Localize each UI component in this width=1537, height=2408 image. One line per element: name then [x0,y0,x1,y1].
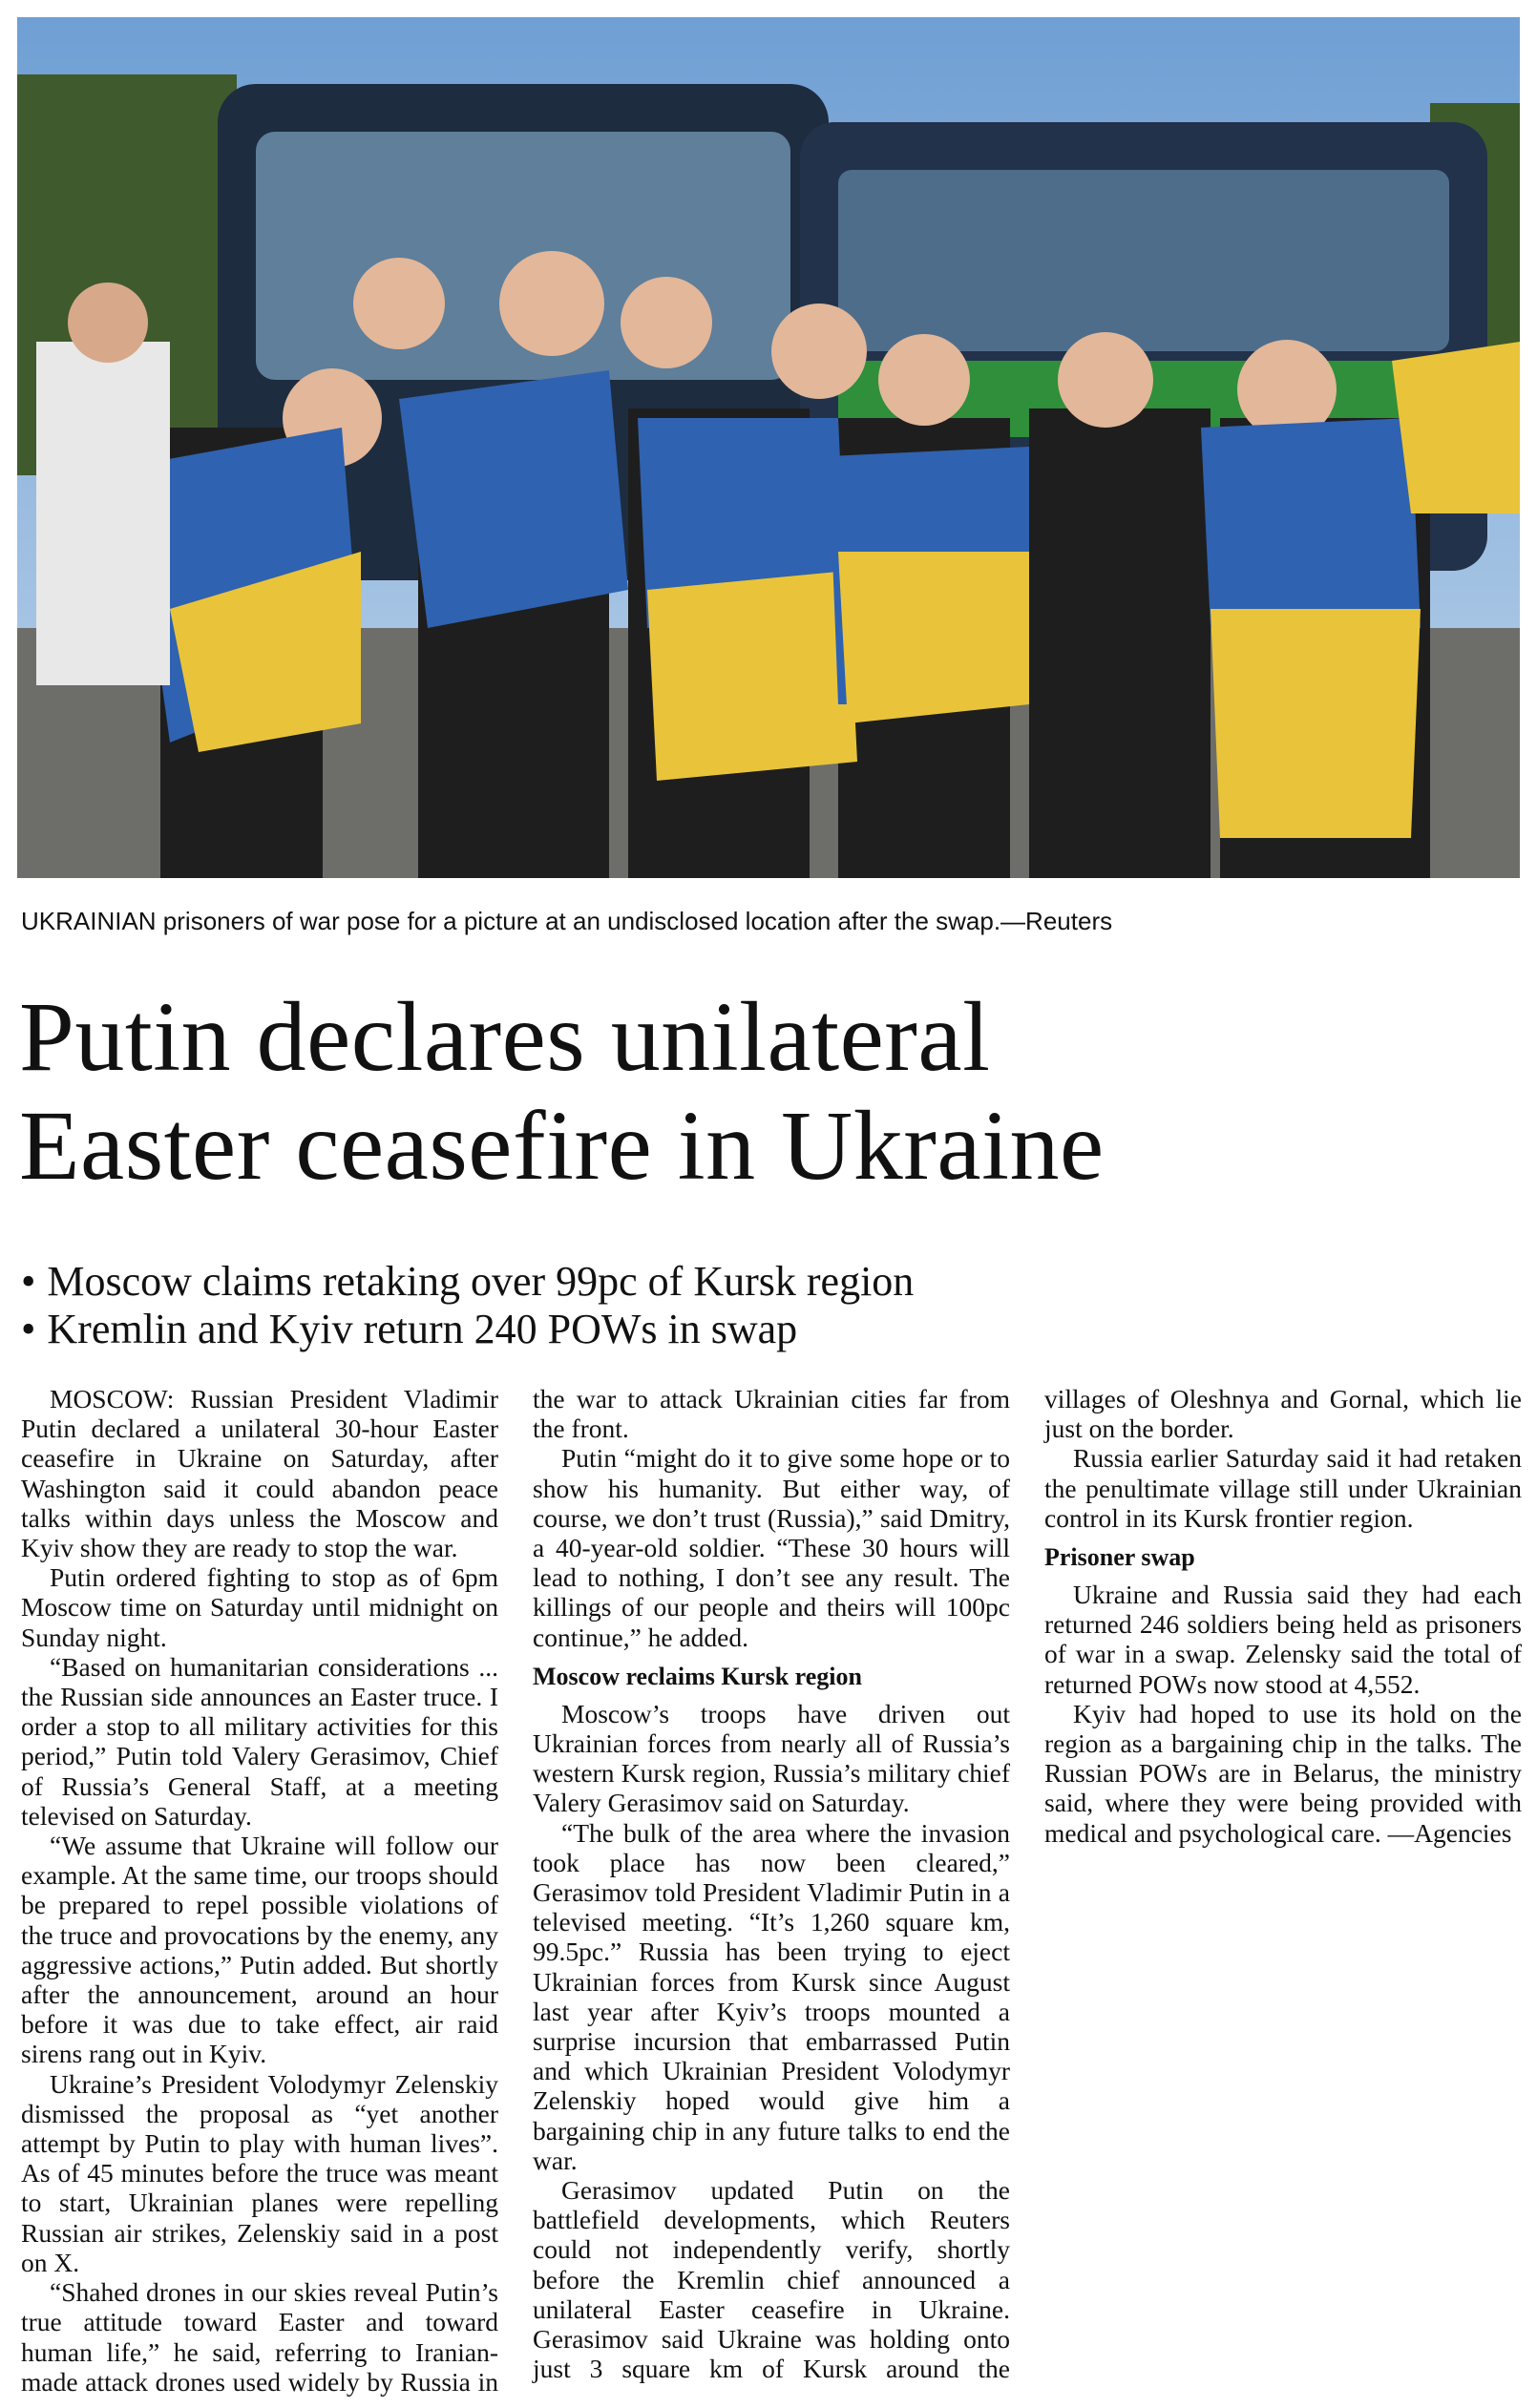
deck-item: • Kremlin and Kyiv return 240 POWs in swap [21,1306,1520,1353]
body-paragraph: Ukraine and Russia said they had each returned 246 soldiers being held as prisoners of war in a swap. Zelensky said the total of returned POWs now stood at 4,552. [1044,1580,1522,1699]
body-paragraph: “Shahed drones in our skies reveal Putin’s true attitude toward Easter and toward human life,” he said, referring to Iranian-made attack drones used widely by Russia in the war to attack Ukrainian cities far from the front. [21,1384,1010,2397]
body-paragraph: Putin ordered fighting to stop as of 6pm Moscow time on Saturday until midnight on Sunday night. [21,1562,498,1652]
photo-illustration [17,17,1520,878]
body-paragraph: “Based on humanitarian considerations ... the Russian side announces an Easter truce. I order a stop to all military activities for this period,” Putin told Valery Gerasimov, Chief of Russia’s General Staff, at a meeting televised on Saturday. [21,1651,498,1831]
headline-line-2: Easter ceasefire in Ukraine [19,1091,1105,1201]
body-paragraph: “The bulk of the area where the invasion took place has now been cleared,” Gerasimov told President Vladimir Putin in a televised meeting. “It’s 1,260 square km, 99.5pc.” Russia has been trying to eject Ukrainian forces from Kursk since August last year after Kyiv’s troops mounted a surprise incursion that embarrassed Putin and which Ukrainian President Volodymyr Zelenskiy hoped would give him a bargaining chip in any future talks to end the war. [533,1817,1010,2175]
subheading: Prisoner swap [1044,1543,1195,1572]
body-paragraph: Gerasimov updated Putin on the battlefield developments, which Reuters could not independently verify, shortly before the Kremlin chief announced a unilateral Easter ceasefire in Ukraine. Gerasimov said Ukraine was holding onto just 3 square km of Kursk around the villages of Oleshnya and Gornal, which lie just on the border. [533,1384,1522,2384]
body-paragraph: Russia earlier Saturday said it had retaken the penultimate village still under Ukrainian control in its Kursk frontier region. [1044,1443,1522,1533]
photo-caption: UKRAINIAN prisoners of war pose for a picture at an undisclosed location after the swap.—Reuters [21,907,1113,935]
body-paragraph: “We assume that Ukraine will follow our example. At the same time, our troops should be prepared to repel possible violations of the truce and provocations by the enemy, any aggressive actions,” Putin added. But shortly after the announcement, around an hour before it was due to take effect, air raid sirens rang out in Kyiv. [21,1831,498,2069]
body-paragraph: Kyiv had hoped to use its hold on the region as a bargaining chip in the talks. The Russian POWs are in Belarus, the ministry said, where they were being provided with medical and psychological care. —Agencies [1044,1698,1522,1848]
body-paragraph: Ukraine’s President Volodymyr Zelenskiy dismissed the proposal as “yet another attempt by Putin to play with human lives”. As of 45 minutes before the truce was meant to start, Ukrainian planes were repelling Russian air strikes, Zelenskiy said in a post on X. [21,2068,498,2277]
headline [19,983,1523,1201]
body-paragraph: Putin “might do it to give some hope or to show his humanity. But either way, of course, we don’t trust (Russia),” said Dmitry, a 40-year-old soldier. “These 30 hours will lead to nothing, I don’t see any result. The killings of our people and theirs will 100pc continue,” he added. [533,1443,1010,1652]
subheading: Moscow reclaims Kursk region [533,1662,862,1690]
news-photo [17,17,1520,878]
deck-list [21,1258,1520,1353]
headline-line-1: Putin declares unilateral [19,982,991,1092]
article-body [21,1384,1522,2400]
deck-item: • Moscow claims retaking over 99pc of Kursk region [21,1258,1520,1306]
body-paragraph: Moscow’s troops have driven out Ukrainian forces from nearly all of Russia’s western Kursk region, Russia’s military chief Valery Gerasimov said on Saturday. [533,1698,1010,1818]
body-paragraph: MOSCOW: Russian President Vladimir Putin declared a unilateral 30-hour Easter ceasefire in Ukraine on Saturday, after Washington said it could abandon peace talks within days unless the Moscow and Kyiv show they are ready to stop the war. [21,1384,498,1563]
